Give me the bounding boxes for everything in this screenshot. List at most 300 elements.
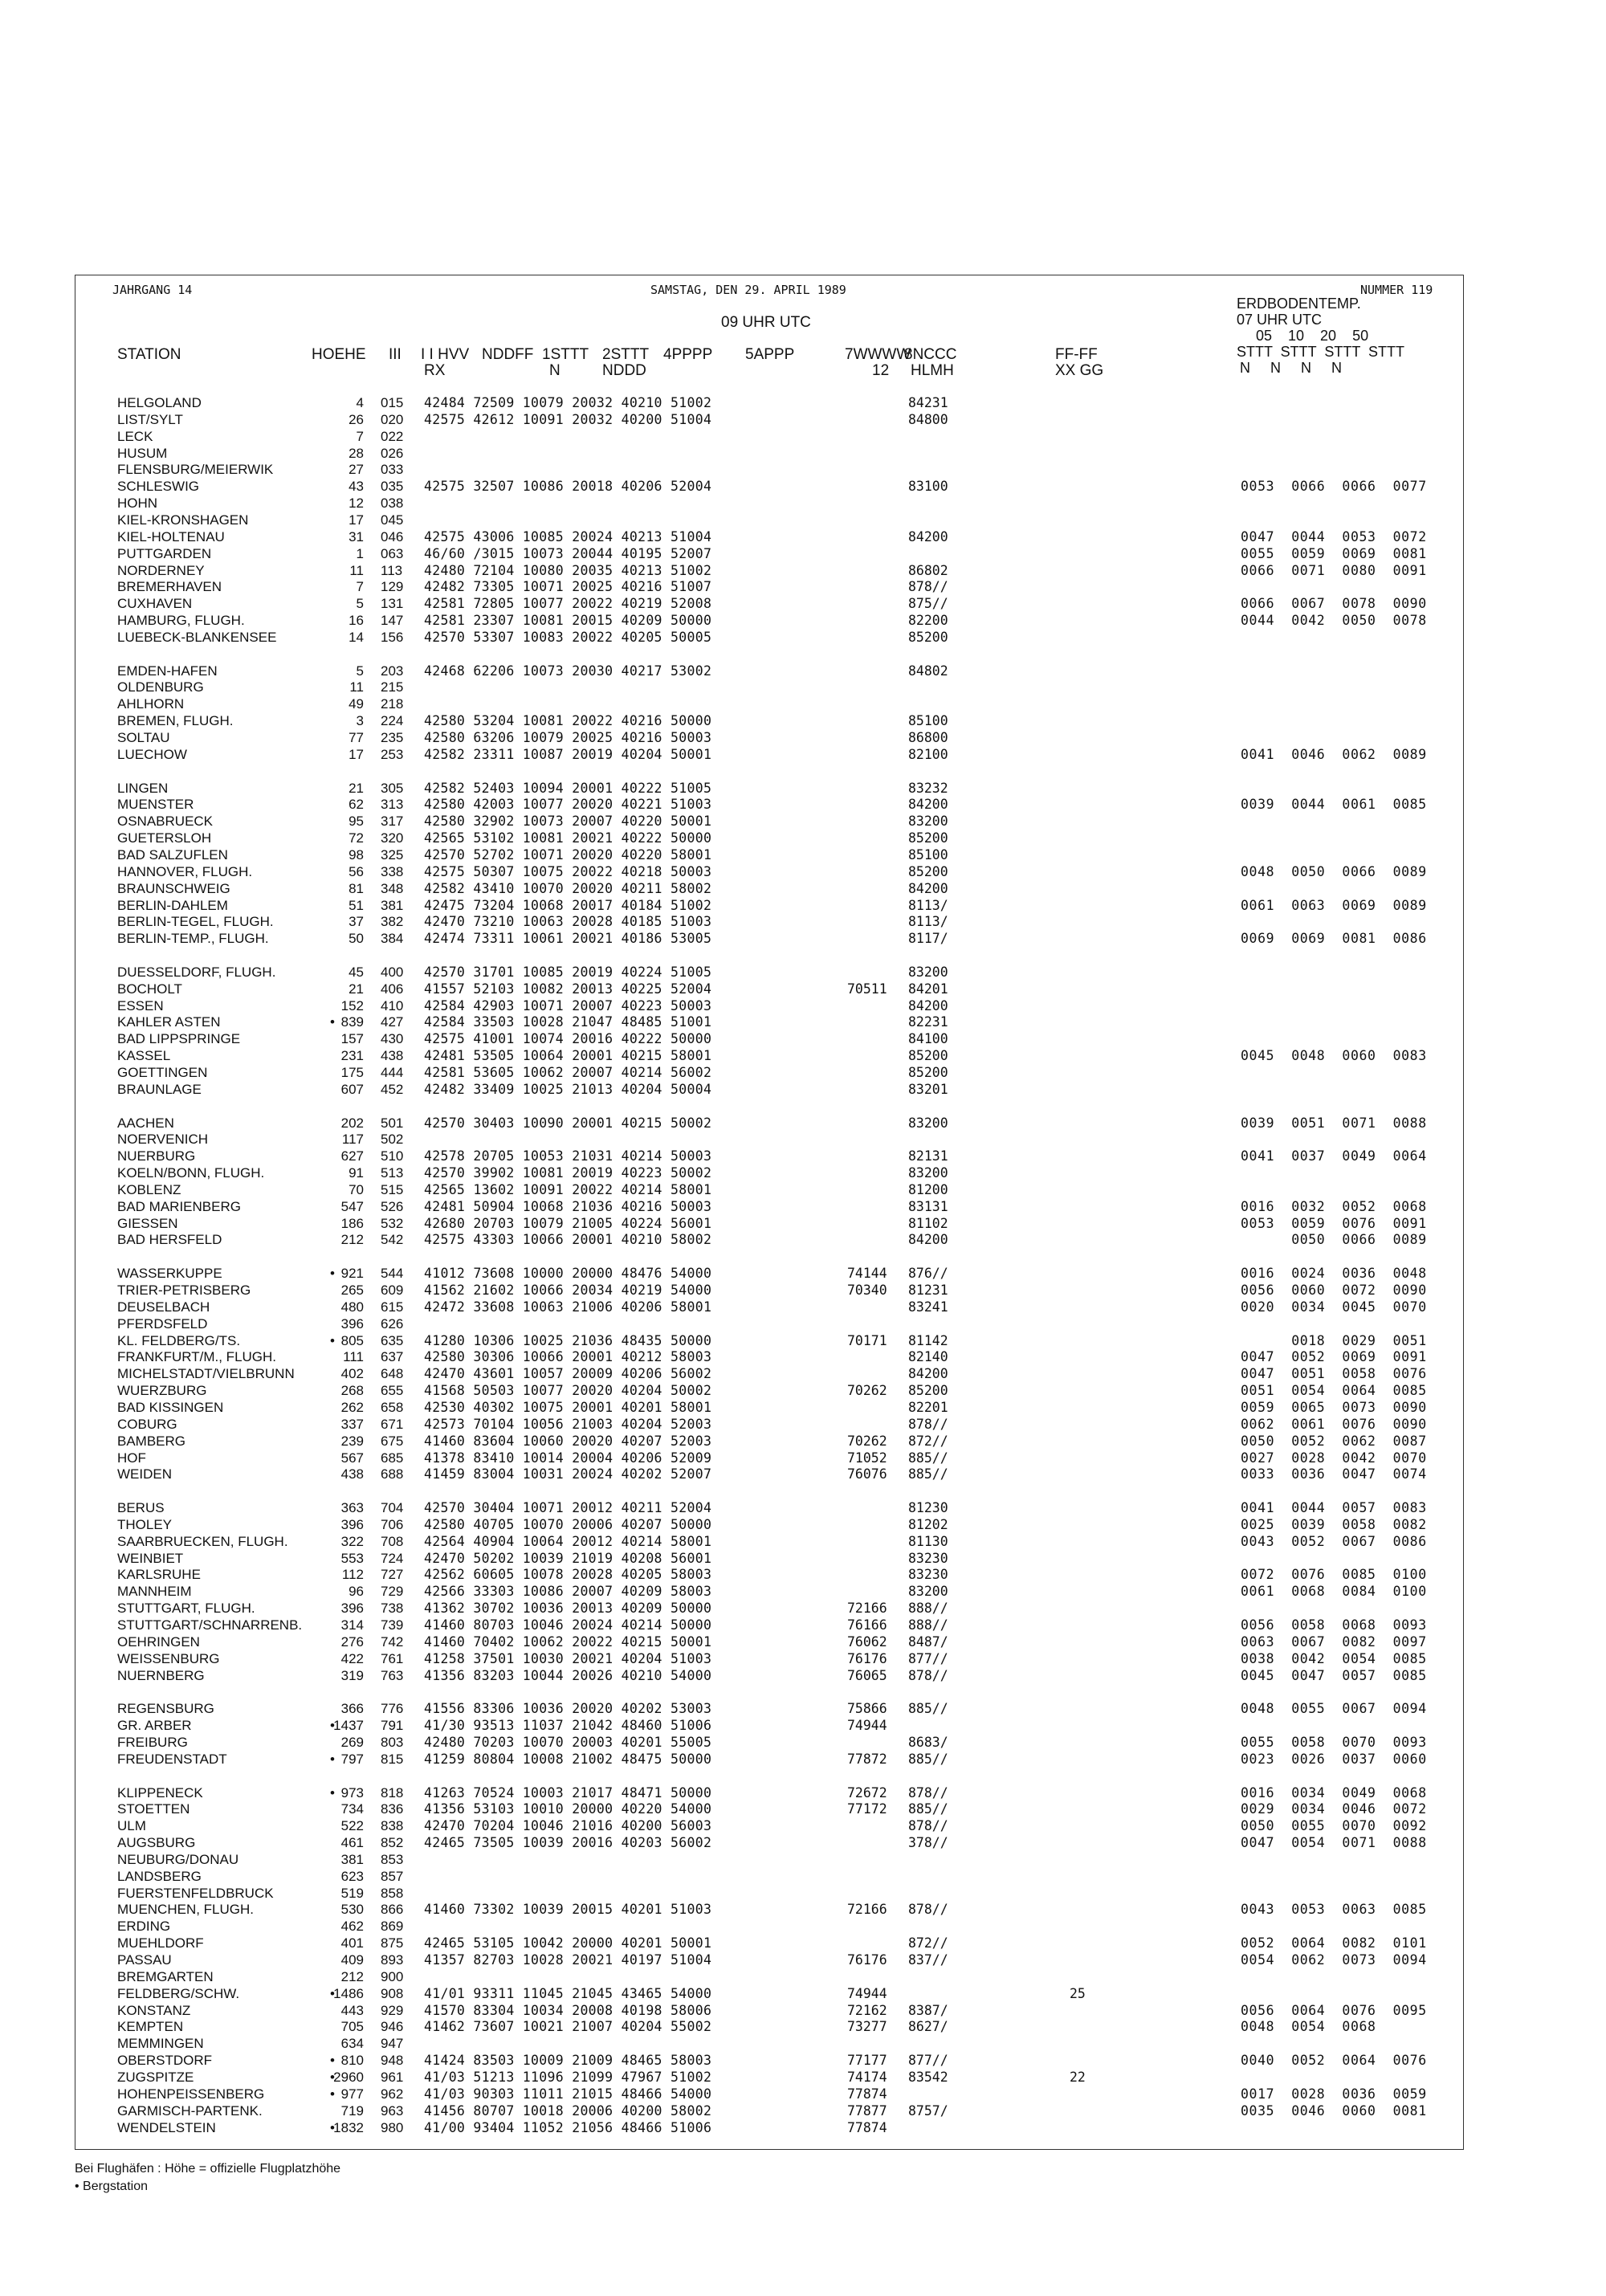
station-id: 513 (381, 1165, 404, 1181)
synop-groups: 42484 72509 10079 20032 40210 51002 (424, 395, 712, 410)
station-row (0, 830, 1606, 846)
station-name: GUETERSLOH (117, 830, 212, 846)
cloud-group: 85200 (908, 864, 948, 879)
nddd-header: NDDD (602, 362, 646, 379)
station-height: 27 (349, 462, 364, 477)
station-height: 21 (349, 781, 364, 796)
station-height: 7 (356, 579, 364, 594)
station-id: 526 (381, 1199, 404, 1214)
station-height: 43 (349, 479, 364, 494)
station-row (0, 1785, 1606, 1801)
station-name: KONSTANZ (117, 2003, 191, 2018)
mountain-station-marker: • (330, 2070, 335, 2085)
station-name: SCHLESWIG (117, 479, 200, 494)
synop-groups: 41462 73607 10021 21007 40204 55002 (424, 2019, 712, 2034)
station-row (0, 1349, 1606, 1365)
station-row (0, 2120, 1606, 2136)
station-header: STATION (117, 346, 181, 363)
station-name: AACHEN (117, 1115, 174, 1131)
station-name: KIEL-HOLTENAU (117, 529, 225, 544)
soil-stt-header: STTT STTT STTT STTT (1237, 344, 1404, 360)
station-height: 973 (340, 1785, 364, 1801)
station-height: 5 (356, 663, 364, 679)
cloud-group: 84200 (908, 1366, 948, 1381)
station-id: 444 (381, 1065, 404, 1080)
mountain-station-marker: • (330, 1266, 335, 1281)
station-row (0, 730, 1606, 746)
cloud-group: 83230 (908, 1551, 948, 1566)
station-name: WEINBIET (117, 1551, 184, 1566)
cloud-group: 877// (908, 1651, 948, 1666)
mountain-station-marker: • (330, 2053, 335, 2068)
station-height: 62 (349, 797, 364, 812)
soil-temperatures: 0040 0052 0064 0076 (1241, 2053, 1427, 2068)
weather-group: 70262 (847, 1433, 887, 1449)
station-row (0, 814, 1606, 830)
station-name: HUSUM (117, 446, 168, 461)
station-name: BREMEN, FLUGH. (117, 713, 234, 728)
station-name: NUERBURG (117, 1148, 196, 1164)
station-name: KIEL-KRONSHAGEN (117, 512, 249, 528)
station-name: MUENCHEN, FLUGH. (117, 1902, 255, 1917)
station-id: 063 (381, 546, 404, 561)
station-row (0, 1701, 1606, 1717)
station-height: 921 (340, 1266, 364, 1281)
station-height: 268 (340, 1383, 364, 1398)
station-id: 838 (381, 1818, 404, 1833)
station-name: KAHLER ASTEN (117, 1014, 221, 1030)
cloud-group: 84200 (908, 881, 948, 896)
station-id: 410 (381, 998, 404, 1013)
synop-groups: 41263 70524 10003 21017 48471 50000 (424, 1785, 712, 1801)
station-name: MANNHEIM (117, 1584, 192, 1599)
cloud-group: 81102 (908, 1216, 948, 1231)
station-name: STUTTGART/SCHNARRENB. (117, 1617, 303, 1633)
synop-groups: 41460 73302 10039 20015 40201 51003 (424, 1902, 712, 1917)
weather-group: 70511 (847, 981, 887, 997)
station-row (0, 1182, 1606, 1198)
station-id: 400 (381, 964, 404, 980)
station-id: 224 (381, 713, 404, 728)
volume-label: JAHRGANG 14 (112, 283, 193, 297)
cloud-group: 872// (908, 1433, 948, 1449)
station-id: 708 (381, 1534, 404, 1549)
synop-groups: 42575 43006 10085 20024 40213 51004 (424, 529, 712, 544)
station-row (0, 1567, 1606, 1583)
cloud-group: 81202 (908, 1517, 948, 1532)
synop-groups: 42470 43601 10057 20009 40206 56002 (424, 1366, 712, 1381)
cloud-group: 86802 (908, 563, 948, 578)
synop-groups: 41259 80804 10008 21002 48475 50000 (424, 1752, 712, 1767)
station-row (0, 1886, 1606, 1902)
cloud-group: 85200 (908, 1383, 948, 1398)
station-id: 961 (381, 2070, 404, 2085)
weather-group: 74174 (847, 2070, 887, 2085)
station-id: 739 (381, 1617, 404, 1633)
station-name: HAMBURG, FLUGH. (117, 613, 245, 628)
cloud-group: 83201 (908, 1082, 948, 1097)
station-row (0, 1534, 1606, 1550)
synop-groups: 42580 32902 10073 20007 40220 50001 (424, 814, 712, 829)
wwww-header: 7WWWW (845, 346, 911, 363)
station-name: BRAUNSCHWEIG (117, 881, 230, 896)
station-id: 035 (381, 479, 404, 494)
weather-group: 72166 (847, 1601, 887, 1616)
cloud-group: 83230 (908, 1567, 948, 1582)
station-id: 635 (381, 1333, 404, 1348)
synop-groups: 42474 73311 10061 20021 40186 53005 (424, 931, 712, 946)
synop-groups: 41557 52103 10082 20013 40225 52004 (424, 981, 712, 997)
station-name: ESSEN (117, 998, 164, 1013)
station-row (0, 1299, 1606, 1315)
mountain-station-marker: • (330, 1718, 335, 1733)
station-name: OLDENBURG (117, 679, 204, 695)
station-row (0, 2036, 1606, 2052)
station-row (0, 1835, 1606, 1851)
cloud-group: 877// (908, 2053, 948, 2068)
station-row (0, 1232, 1606, 1248)
synop-groups: 42575 41001 10074 20016 40222 50000 (424, 1031, 712, 1046)
station-id: 317 (381, 814, 404, 829)
station-name: BAD KISSINGEN (117, 1400, 224, 1415)
station-id: 045 (381, 512, 404, 528)
mountain-station-marker: • (330, 1986, 335, 2001)
station-name: KASSEL (117, 1048, 171, 1063)
weather-group: 76176 (847, 1651, 887, 1666)
cloud-group: 888// (908, 1617, 948, 1633)
station-row (0, 2086, 1606, 2102)
nddff-header: NDDFF (482, 346, 534, 363)
station-name: ERDING (117, 1919, 171, 1934)
station-name: GOETTINGEN (117, 1065, 208, 1080)
synop-groups: 42481 53505 10064 20001 40215 58001 (424, 1048, 712, 1063)
station-height: 28 (349, 446, 364, 461)
station-row (0, 1366, 1606, 1382)
soil-temperatures: 0027 0028 0042 0070 (1241, 1450, 1427, 1466)
soil-temp-title: ERDBODENTEMP. (1237, 296, 1361, 312)
weather-group: 74944 (847, 1718, 887, 1733)
synop-groups: 41460 83604 10060 20020 40207 52003 (424, 1433, 712, 1449)
soil-temperatures: 0047 0054 0071 0088 (1241, 1835, 1427, 1850)
station-row (0, 429, 1606, 445)
pppp-header: 4PPPP (663, 346, 713, 363)
station-height: 805 (340, 1333, 364, 1348)
station-row (0, 512, 1606, 528)
station-row (0, 1517, 1606, 1533)
synop-groups: 42475 73204 10068 20017 40184 51002 (424, 898, 712, 913)
station-name: ZUGSPITZE (117, 2070, 194, 2085)
synop-groups: 42530 40302 10075 20001 40201 58001 (424, 1400, 712, 1415)
synop-groups: 42470 50202 10039 21019 40208 56001 (424, 1551, 712, 1566)
synop-groups: 41012 73608 10000 20000 48476 54000 (424, 1266, 712, 1281)
station-id: 382 (381, 914, 404, 929)
station-id: 947 (381, 2036, 404, 2051)
station-row (0, 781, 1606, 797)
soil-temperatures: 0050 0055 0070 0092 (1241, 1818, 1427, 1833)
synop-groups: 42573 70104 10056 21003 40204 52003 (424, 1417, 712, 1432)
soil-temperatures: 0045 0048 0060 0083 (1241, 1048, 1427, 1063)
cloud-group: 83200 (908, 1115, 948, 1131)
cloud-group: 8113/ (908, 914, 948, 929)
station-height: 567 (340, 1450, 364, 1466)
station-id: 615 (381, 1299, 404, 1315)
station-height: 98 (349, 847, 364, 863)
station-name: FELDBERG/SCHW. (117, 1986, 240, 2001)
synop-groups: 41424 83503 10009 21009 48465 58003 (424, 2053, 712, 2068)
station-height: 111 (343, 1349, 364, 1364)
rx-header: RX (424, 362, 446, 379)
station-row (0, 1048, 1606, 1064)
station-name: BREMERHAVEN (117, 579, 222, 594)
station-id: 305 (381, 781, 404, 796)
station-height: 519 (340, 1886, 364, 1901)
soil-temperatures: 0041 0046 0062 0089 (1241, 747, 1427, 762)
synop-groups: 42575 42612 10091 20032 40200 51004 (424, 412, 712, 427)
synop-groups: 41356 83203 10044 20026 40210 54000 (424, 1668, 712, 1683)
station-row (0, 1014, 1606, 1030)
soil-temperatures: 0052 0064 0082 0101 (1241, 1935, 1427, 1951)
cloud-group: 84800 (908, 412, 948, 427)
station-height: 157 (340, 1031, 364, 1046)
cloud-group: 84802 (908, 663, 948, 679)
cloud-group: 878// (908, 1785, 948, 1801)
station-height: 1437 (333, 1718, 364, 1733)
station-id: 381 (381, 898, 404, 913)
soil-temperatures: 0055 0059 0069 0081 (1241, 546, 1427, 561)
soil-temperatures: 0016 0024 0036 0048 (1241, 1266, 1427, 1281)
synop-groups: 42580 30306 10066 20001 40212 58003 (424, 1349, 712, 1364)
station-id: 946 (381, 2019, 404, 2034)
weather-group: 70262 (847, 1383, 887, 1398)
station-row (0, 630, 1606, 646)
cloud-group: 378// (908, 1835, 948, 1850)
station-name: BOCHOLT (117, 981, 182, 997)
station-height: 314 (340, 1617, 364, 1633)
station-height: 31 (349, 529, 364, 544)
synop-groups: 41460 80703 10046 20024 40214 50000 (424, 1617, 712, 1633)
station-height: 634 (340, 2036, 364, 2051)
soil-temperatures: 0069 0069 0081 0086 (1241, 931, 1427, 946)
station-id: 803 (381, 1735, 404, 1750)
station-name: BERLIN-DAHLEM (117, 898, 228, 913)
soil-temperatures: 0035 0046 0060 0081 (1241, 2103, 1427, 2119)
station-row (0, 1617, 1606, 1633)
synop-groups: 41/03 51213 11096 21099 47967 51002 (424, 2070, 712, 2085)
cloud-group: 84201 (908, 981, 948, 997)
synop-groups: 42582 43410 10070 20020 40211 58002 (424, 881, 712, 896)
station-id: 818 (381, 1785, 404, 1801)
weather-group: 77877 (847, 2103, 887, 2119)
station-height: 231 (340, 1048, 364, 1063)
station-row (0, 1902, 1606, 1918)
station-height: 627 (340, 1148, 364, 1164)
station-row (0, 1601, 1606, 1617)
soil-temperatures: 0055 0058 0070 0093 (1241, 1735, 1427, 1750)
station-name: AUGSBURG (117, 1835, 196, 1850)
cloud-group: 83200 (908, 964, 948, 980)
soil-temperatures: 0072 0076 0085 0100 (1241, 1567, 1427, 1582)
station-name: MUEHLDORF (117, 1935, 204, 1951)
station-height: 17 (349, 512, 364, 528)
soil-temperatures: 0047 0051 0058 0076 (1241, 1366, 1427, 1381)
station-row (0, 1383, 1606, 1399)
soil-temp-time: 07 UHR UTC (1237, 312, 1323, 328)
station-height: 337 (340, 1417, 364, 1432)
synop-groups: 41/00 93404 11052 21056 48466 51006 (424, 2120, 712, 2135)
soil-temperatures: 0047 0044 0053 0072 (1241, 529, 1427, 544)
station-height: 95 (349, 814, 364, 829)
synop-groups: 42565 13602 10091 20022 40214 58001 (424, 1182, 712, 1197)
station-name: WEISSENBURG (117, 1651, 220, 1666)
station-name: GARMISCH-PARTENK. (117, 2103, 263, 2119)
weather-group: 76176 (847, 1952, 887, 1968)
station-row (0, 1952, 1606, 1968)
mountain-station-marker: • (330, 2086, 335, 2102)
soil-temperatures: 0039 0044 0061 0085 (1241, 797, 1427, 812)
soil-temperatures: 0041 0037 0049 0064 (1241, 1148, 1427, 1164)
weather-group: 77874 (847, 2086, 887, 2102)
station-height: 175 (340, 1065, 364, 1080)
soil-temperatures: 0016 0032 0052 0068 (1241, 1199, 1427, 1214)
station-row (0, 998, 1606, 1014)
station-id: 688 (381, 1466, 404, 1482)
station-row (0, 495, 1606, 512)
station-id: 857 (381, 1869, 404, 1884)
cloud-group: 82200 (908, 613, 948, 628)
station-id: 858 (381, 1886, 404, 1901)
nccc-header: 8NCCC (904, 346, 957, 363)
station-row (0, 1433, 1606, 1450)
cloud-group: 85200 (908, 830, 948, 846)
station-row (0, 881, 1606, 897)
station-id: 384 (381, 931, 404, 946)
synop-groups: 42680 20703 10079 21005 40224 56001 (424, 1216, 712, 1231)
synop-groups: 42480 70203 10070 20003 40201 55005 (424, 1735, 712, 1750)
station-name: BRAUNLAGE (117, 1082, 202, 1097)
station-height: 11 (349, 563, 364, 578)
cloud-group: 8113/ (908, 898, 948, 913)
weather-group: 73277 (847, 2019, 887, 2034)
station-name: KARLSRUHE (117, 1567, 201, 1582)
station-name: BREMGARTEN (117, 1969, 214, 1984)
station-name: HOHENPEISSENBERG (117, 2086, 265, 2102)
station-name: GR. ARBER (117, 1718, 192, 1733)
station-name: LINGEN (117, 781, 169, 796)
synop-groups: 41562 21602 10066 20034 40219 54000 (424, 1283, 712, 1298)
station-row (0, 1148, 1606, 1164)
station-row (0, 1132, 1606, 1148)
station-row (0, 1919, 1606, 1935)
station-height: 810 (340, 2053, 364, 2068)
synop-groups: 42580 40705 10070 20006 40207 50000 (424, 1517, 712, 1532)
weather-group: 70171 (847, 1333, 887, 1348)
cloud-group: 85100 (908, 713, 948, 728)
station-height: 401 (340, 1935, 364, 1951)
station-id: 015 (381, 395, 404, 410)
station-row (0, 613, 1606, 629)
station-height: 734 (340, 1801, 364, 1817)
station-row (0, 1801, 1606, 1817)
station-row (0, 563, 1606, 579)
cloud-group: 8757/ (908, 2103, 948, 2119)
weather-group: 77874 (847, 2120, 887, 2135)
synop-groups: 41556 83306 10036 20020 40202 53003 (424, 1701, 712, 1716)
station-id: 704 (381, 1500, 404, 1515)
synop-groups: 42562 60605 10078 20028 40205 58003 (424, 1567, 712, 1582)
station-height: 977 (340, 2086, 364, 2102)
cloud-group: 885// (908, 1701, 948, 1716)
station-id: 853 (381, 1852, 404, 1867)
cloud-group: 885// (908, 1450, 948, 1466)
cloud-group: 876// (908, 1266, 948, 1281)
synop-groups: 42575 43303 10066 20001 40210 58002 (424, 1232, 712, 1247)
station-row (0, 747, 1606, 763)
synop-groups: 42566 33303 10086 20007 40209 58003 (424, 1584, 712, 1599)
synop-groups: 42468 62206 10073 20030 40217 53002 (424, 663, 712, 679)
synop-groups: 41570 83304 10034 20008 40198 58006 (424, 2003, 712, 2018)
station-name: TRIER-PETRISBERG (117, 1283, 251, 1298)
synop-groups: 42470 73210 10063 20028 40185 51003 (424, 914, 712, 929)
station-name: STUTTGART, FLUGH. (117, 1601, 255, 1616)
station-id: 908 (381, 1986, 404, 2001)
synop-groups: 41/30 93513 11037 21042 48460 51006 (424, 1718, 712, 1733)
station-height: 70 (349, 1182, 364, 1197)
weather-group: 71052 (847, 1450, 887, 1466)
cloud-group: 82100 (908, 747, 948, 762)
station-row (0, 395, 1606, 411)
station-row (0, 1115, 1606, 1132)
station-id: 900 (381, 1969, 404, 1984)
station-row (0, 1031, 1606, 1047)
station-name: GIESSEN (117, 1216, 178, 1231)
synop-groups: 42465 73505 10039 20016 40203 56002 (424, 1835, 712, 1850)
station-row (0, 2003, 1606, 2019)
station-height: 96 (349, 1584, 364, 1599)
station-name: DUESSELDORF, FLUGH. (117, 964, 276, 980)
cloud-group: 81230 (908, 1500, 948, 1515)
station-id: 675 (381, 1433, 404, 1449)
station-height: 438 (340, 1466, 364, 1482)
hlmh-header: HLMH (911, 362, 954, 379)
station-height: 363 (340, 1500, 364, 1515)
gust-group: 22 (1070, 2070, 1086, 2085)
station-id: 325 (381, 847, 404, 863)
soil-temperatures: 0041 0044 0057 0083 (1241, 1500, 1427, 1515)
station-height: 443 (340, 2003, 364, 2018)
synop-groups: 41356 53103 10010 20000 40220 54000 (424, 1801, 712, 1817)
cloud-group: 83100 (908, 479, 948, 494)
station-height: 17 (349, 747, 364, 762)
station-id: 038 (381, 495, 404, 511)
station-id: 655 (381, 1383, 404, 1398)
cloud-group: 885// (908, 1466, 948, 1482)
station-height: 262 (340, 1400, 364, 1415)
station-row (0, 1752, 1606, 1768)
station-height: 212 (340, 1232, 364, 1247)
synop-groups: 42580 53204 10081 20022 40216 50000 (424, 713, 712, 728)
station-row (0, 462, 1606, 478)
synop-groups: 42581 53605 10062 20007 40214 56002 (424, 1065, 712, 1080)
station-row (0, 579, 1606, 595)
height-header: HOEHE (312, 346, 366, 363)
station-name: NEUBURG/DONAU (117, 1852, 239, 1867)
synop-groups: 41460 70402 10062 20022 40215 50001 (424, 1634, 712, 1650)
station-name: LIST/SYLT (117, 412, 183, 427)
soil-temperatures: 0017 0028 0036 0059 (1241, 2086, 1427, 2102)
station-name: WENDELSTEIN (117, 2120, 216, 2135)
soil-temperatures: 0020 0034 0045 0070 (1241, 1299, 1427, 1315)
station-height: 45 (349, 964, 364, 980)
